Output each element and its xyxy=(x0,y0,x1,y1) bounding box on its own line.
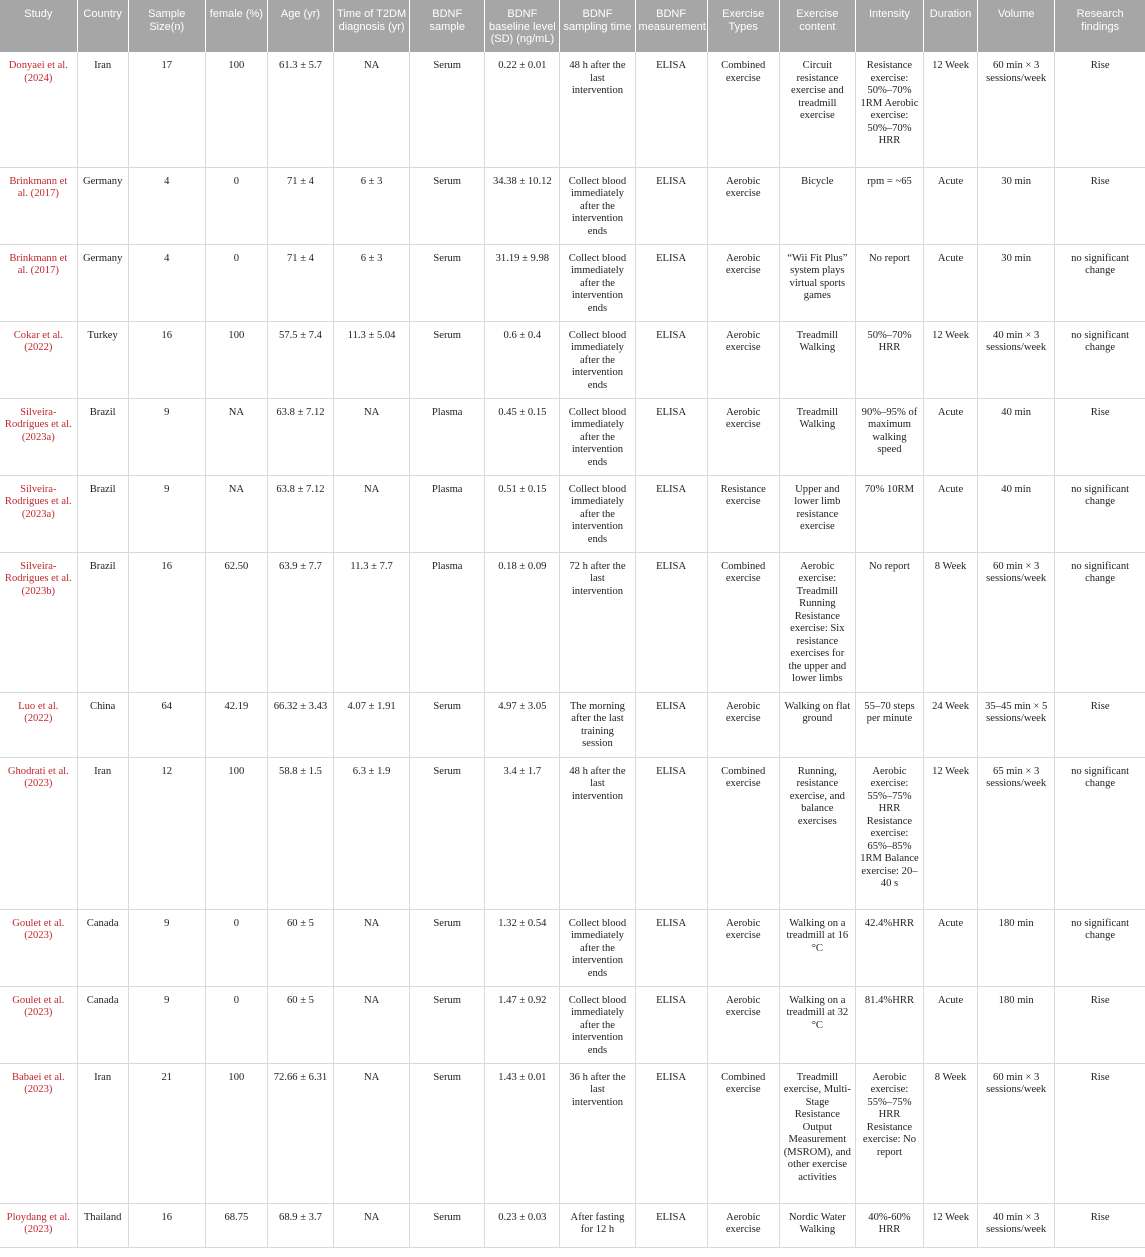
cell-bdnf-baseline: 1.43 ± 0.01 xyxy=(485,1063,560,1203)
cell-exercise-types: Aerobic exercise xyxy=(707,167,779,244)
cell-exercise-types: Combined exercise xyxy=(707,757,779,909)
cell-volume: 40 min × 3 sessions/week xyxy=(978,321,1055,398)
cell-exercise-types: Combined exercise xyxy=(707,1063,779,1203)
cell-country: Thailand xyxy=(77,1203,128,1247)
cell-t2dm-diagnosis: NA xyxy=(334,909,410,986)
cell-duration: 8 Week xyxy=(924,1063,978,1203)
cell-sample-size: 16 xyxy=(128,321,205,398)
cell-exercise-types: Aerobic exercise xyxy=(707,986,779,1063)
cell-exercise-types: Aerobic exercise xyxy=(707,1203,779,1247)
header-row xyxy=(0,0,1145,52)
cell-female: 0 xyxy=(205,244,267,321)
cell-t2dm-diagnosis: NA xyxy=(334,986,410,1063)
table-body xyxy=(0,52,1145,1247)
cell-bdnf-baseline: 1.47 ± 0.92 xyxy=(485,986,560,1063)
cell-bdnf-sample: Plasma xyxy=(410,398,485,475)
cell-country: Canada xyxy=(77,986,128,1063)
cell-exercise-types: Aerobic exercise xyxy=(707,244,779,321)
header-study: Study xyxy=(0,0,77,52)
cell-research-findings: no significant change xyxy=(1055,909,1145,986)
cell-age: 57.5 ± 7.4 xyxy=(267,321,333,398)
cell-study[interactable]: Silveira-Rodrigues et al. (2023a) xyxy=(0,398,77,475)
table-row xyxy=(0,244,1145,321)
cell-research-findings: Rise xyxy=(1055,167,1145,244)
cell-bdnf-measurement: ELISA xyxy=(635,475,707,552)
cell-intensity: 55–70 steps per minute xyxy=(855,692,923,757)
cell-sample-size: 21 xyxy=(128,1063,205,1203)
header-female: female (%) xyxy=(205,0,267,52)
cell-volume: 60 min × 3 sessions/week xyxy=(978,52,1055,167)
cell-bdnf-sampling-time: 72 h after the last intervention xyxy=(560,552,635,692)
cell-t2dm-diagnosis: NA xyxy=(334,52,410,167)
header-research-findings: Research findings xyxy=(1055,0,1145,52)
cell-duration: 24 Week xyxy=(924,692,978,757)
cell-bdnf-sample: Serum xyxy=(410,692,485,757)
table-row xyxy=(0,909,1145,986)
cell-research-findings: no significant change xyxy=(1055,475,1145,552)
table-row xyxy=(0,692,1145,757)
table-row xyxy=(0,757,1145,909)
cell-female: 42.19 xyxy=(205,692,267,757)
cell-female: 100 xyxy=(205,52,267,167)
cell-research-findings: no significant change xyxy=(1055,244,1145,321)
cell-duration: Acute xyxy=(924,475,978,552)
header-volume: Volume xyxy=(978,0,1055,52)
cell-study[interactable]: Silveira-Rodrigues et al. (2023b) xyxy=(0,552,77,692)
header-duration: Duration xyxy=(924,0,978,52)
cell-sample-size: 12 xyxy=(128,757,205,909)
cell-bdnf-measurement: ELISA xyxy=(635,692,707,757)
cell-bdnf-measurement: ELISA xyxy=(635,1063,707,1203)
cell-research-findings: Rise xyxy=(1055,692,1145,757)
cell-research-findings: no significant change xyxy=(1055,757,1145,909)
cell-bdnf-baseline: 0.23 ± 0.03 xyxy=(485,1203,560,1247)
cell-country: Brazil xyxy=(77,475,128,552)
cell-duration: 8 Week xyxy=(924,552,978,692)
cell-age: 66.32 ± 3.43 xyxy=(267,692,333,757)
cell-exercise-content: Treadmill Walking xyxy=(779,398,855,475)
cell-bdnf-sampling-time: 48 h after the last intervention xyxy=(560,757,635,909)
header-exercise-types: Exercise Types xyxy=(707,0,779,52)
cell-exercise-types: Aerobic exercise xyxy=(707,909,779,986)
cell-bdnf-measurement: ELISA xyxy=(635,1203,707,1247)
cell-bdnf-measurement: ELISA xyxy=(635,986,707,1063)
cell-study[interactable]: Brinkmann et al. (2017) xyxy=(0,167,77,244)
cell-country: Iran xyxy=(77,52,128,167)
cell-volume: 180 min xyxy=(978,986,1055,1063)
cell-research-findings: Rise xyxy=(1055,1203,1145,1247)
cell-country: Iran xyxy=(77,1063,128,1203)
cell-bdnf-sample: Plasma xyxy=(410,552,485,692)
cell-research-findings: no significant change xyxy=(1055,552,1145,692)
cell-female: NA xyxy=(205,398,267,475)
cell-exercise-types: Resistance exercise xyxy=(707,475,779,552)
cell-age: 71 ± 4 xyxy=(267,244,333,321)
header-country: Country xyxy=(77,0,128,52)
cell-female: 100 xyxy=(205,1063,267,1203)
table-row xyxy=(0,321,1145,398)
cell-bdnf-sample: Serum xyxy=(410,1063,485,1203)
cell-bdnf-baseline: 0.22 ± 0.01 xyxy=(485,52,560,167)
header-bdnf-sampling-time: BDNF sampling time xyxy=(560,0,635,52)
cell-exercise-types: Aerobic exercise xyxy=(707,692,779,757)
cell-bdnf-measurement: ELISA xyxy=(635,321,707,398)
cell-volume: 40 min xyxy=(978,398,1055,475)
cell-t2dm-diagnosis: 6 ± 3 xyxy=(334,244,410,321)
cell-bdnf-baseline: 0.6 ± 0.4 xyxy=(485,321,560,398)
cell-duration: 12 Week xyxy=(924,321,978,398)
cell-study[interactable]: Ploydang et al. (2023) xyxy=(0,1203,77,1247)
cell-intensity: 70% 10RM xyxy=(855,475,923,552)
cell-research-findings: no significant change xyxy=(1055,321,1145,398)
cell-t2dm-diagnosis: 11.3 ± 7.7 xyxy=(334,552,410,692)
cell-t2dm-diagnosis: 6.3 ± 1.9 xyxy=(334,757,410,909)
table-row xyxy=(0,1063,1145,1203)
cell-bdnf-sample: Serum xyxy=(410,757,485,909)
cell-age: 63.8 ± 7.12 xyxy=(267,475,333,552)
cell-age: 61.3 ± 5.7 xyxy=(267,52,333,167)
cell-sample-size: 4 xyxy=(128,244,205,321)
cell-volume: 40 min xyxy=(978,475,1055,552)
cell-exercise-types: Aerobic exercise xyxy=(707,321,779,398)
cell-research-findings: Rise xyxy=(1055,398,1145,475)
cell-bdnf-measurement: ELISA xyxy=(635,167,707,244)
table-row xyxy=(0,167,1145,244)
cell-sample-size: 9 xyxy=(128,398,205,475)
cell-sample-size: 4 xyxy=(128,167,205,244)
cell-bdnf-sample: Serum xyxy=(410,244,485,321)
cell-bdnf-sampling-time: The morning after the last training session xyxy=(560,692,635,757)
cell-bdnf-baseline: 4.97 ± 3.05 xyxy=(485,692,560,757)
cell-exercise-types: Combined exercise xyxy=(707,52,779,167)
cell-exercise-types: Aerobic exercise xyxy=(707,398,779,475)
header-bdnf-measurement: BDNF measurement xyxy=(635,0,707,52)
cell-bdnf-sampling-time: 48 h after the last intervention xyxy=(560,52,635,167)
cell-sample-size: 64 xyxy=(128,692,205,757)
cell-exercise-content: Upper and lower limb resistance exercise xyxy=(779,475,855,552)
cell-study[interactable]: Brinkmann et al. (2017) xyxy=(0,244,77,321)
cell-exercise-types: Combined exercise xyxy=(707,552,779,692)
cell-intensity: 40%-60% HRR xyxy=(855,1203,923,1247)
cell-bdnf-sample: Serum xyxy=(410,321,485,398)
cell-study[interactable]: Goulet et al. (2023) xyxy=(0,986,77,1063)
cell-research-findings: Rise xyxy=(1055,1063,1145,1203)
cell-country: China xyxy=(77,692,128,757)
cell-age: 58.8 ± 1.5 xyxy=(267,757,333,909)
cell-bdnf-sampling-time: Collect blood immediately after the intervention ends xyxy=(560,909,635,986)
cell-bdnf-sample: Serum xyxy=(410,1203,485,1247)
cell-duration: 12 Week xyxy=(924,52,978,167)
cell-country: Brazil xyxy=(77,398,128,475)
cell-study[interactable]: Luo et al. (2022) xyxy=(0,692,77,757)
cell-t2dm-diagnosis: NA xyxy=(334,1063,410,1203)
header-t2dm-diagnosis: Time of T2DM diagnosis (yr) xyxy=(334,0,410,52)
cell-bdnf-sampling-time: Collect blood immediately after the intervention ends xyxy=(560,167,635,244)
cell-volume: 35–45 min × 5 sessions/week xyxy=(978,692,1055,757)
cell-bdnf-sample: Serum xyxy=(410,986,485,1063)
header-exercise-content: Exercise content xyxy=(779,0,855,52)
cell-bdnf-sampling-time: Collect blood immediately after the intervention ends xyxy=(560,986,635,1063)
cell-age: 60 ± 5 xyxy=(267,909,333,986)
cell-age: 60 ± 5 xyxy=(267,986,333,1063)
cell-female: 0 xyxy=(205,909,267,986)
cell-country: Turkey xyxy=(77,321,128,398)
cell-exercise-content: Walking on a treadmill at 32 °C xyxy=(779,986,855,1063)
cell-duration: Acute xyxy=(924,167,978,244)
cell-intensity: No report xyxy=(855,244,923,321)
cell-bdnf-baseline: 31.19 ± 9.98 xyxy=(485,244,560,321)
cell-intensity: Aerobic exercise: 55%–75% HRR Resistance exercise: No report xyxy=(855,1063,923,1203)
cell-sample-size: 16 xyxy=(128,552,205,692)
cell-bdnf-baseline: 3.4 ± 1.7 xyxy=(485,757,560,909)
cell-bdnf-sample: Serum xyxy=(410,167,485,244)
table-row xyxy=(0,986,1145,1063)
table-row xyxy=(0,475,1145,552)
cell-volume: 65 min × 3 sessions/week xyxy=(978,757,1055,909)
cell-bdnf-sampling-time: Collect blood immediately after the intervention ends xyxy=(560,398,635,475)
cell-age: 68.9 ± 3.7 xyxy=(267,1203,333,1247)
cell-female: 100 xyxy=(205,757,267,909)
cell-bdnf-measurement: ELISA xyxy=(635,52,707,167)
cell-bdnf-sample: Serum xyxy=(410,909,485,986)
cell-country: Germany xyxy=(77,167,128,244)
cell-volume: 60 min × 3 sessions/week xyxy=(978,1063,1055,1203)
cell-bdnf-sampling-time: Collect blood immediately after the intervention ends xyxy=(560,475,635,552)
cell-exercise-content: Treadmill Walking xyxy=(779,321,855,398)
cell-research-findings: Rise xyxy=(1055,986,1145,1063)
cell-intensity: rpm = ~65 xyxy=(855,167,923,244)
header-bdnf-baseline: BDNF baseline level (SD) (ng/mL) xyxy=(485,0,560,52)
table-row xyxy=(0,552,1145,692)
cell-exercise-content: Walking on a treadmill at 16 °C xyxy=(779,909,855,986)
cell-duration: Acute xyxy=(924,398,978,475)
table-row xyxy=(0,1203,1145,1247)
cell-volume: 40 min × 3 sessions/week xyxy=(978,1203,1055,1247)
cell-bdnf-sampling-time: Collect blood immediately after the intervention ends xyxy=(560,244,635,321)
cell-research-findings: Rise xyxy=(1055,52,1145,167)
cell-female: 0 xyxy=(205,986,267,1063)
table-row xyxy=(0,398,1145,475)
cell-bdnf-measurement: ELISA xyxy=(635,398,707,475)
cell-t2dm-diagnosis: NA xyxy=(334,398,410,475)
cell-exercise-content: “Wii Fit Plus” system plays virtual sports games xyxy=(779,244,855,321)
cell-bdnf-baseline: 0.45 ± 0.15 xyxy=(485,398,560,475)
cell-t2dm-diagnosis: 6 ± 3 xyxy=(334,167,410,244)
cell-bdnf-measurement: ELISA xyxy=(635,244,707,321)
cell-volume: 180 min xyxy=(978,909,1055,986)
cell-duration: Acute xyxy=(924,986,978,1063)
cell-age: 63.8 ± 7.12 xyxy=(267,398,333,475)
cell-age: 72.66 ± 6.31 xyxy=(267,1063,333,1203)
cell-bdnf-sampling-time: 36 h after the last intervention xyxy=(560,1063,635,1203)
header-age: Age (yr) xyxy=(267,0,333,52)
cell-t2dm-diagnosis: NA xyxy=(334,475,410,552)
cell-bdnf-baseline: 1.32 ± 0.54 xyxy=(485,909,560,986)
cell-exercise-content: Bicycle xyxy=(779,167,855,244)
cell-duration: Acute xyxy=(924,244,978,321)
cell-country: Iran xyxy=(77,757,128,909)
cell-female: 0 xyxy=(205,167,267,244)
header-intensity: Intensity xyxy=(855,0,923,52)
cell-exercise-content: Treadmill exercise, Multi-Stage Resistance Output Measurement (MSROM), and other exercise activities xyxy=(779,1063,855,1203)
cell-intensity: 81.4%HRR xyxy=(855,986,923,1063)
cell-country: Canada xyxy=(77,909,128,986)
cell-volume: 60 min × 3 sessions/week xyxy=(978,552,1055,692)
cell-exercise-content: Circuit resistance exercise and treadmill exercise xyxy=(779,52,855,167)
cell-intensity: Resistance exercise: 50%–70% 1RM Aerobic exercise: 50%–70% HRR xyxy=(855,52,923,167)
cell-bdnf-baseline: 0.51 ± 0.15 xyxy=(485,475,560,552)
cell-exercise-content: Nordic Water Walking xyxy=(779,1203,855,1247)
cell-age: 63.9 ± 7.7 xyxy=(267,552,333,692)
cell-bdnf-measurement: ELISA xyxy=(635,909,707,986)
cell-female: 68.75 xyxy=(205,1203,267,1247)
cell-country: Brazil xyxy=(77,552,128,692)
cell-duration: 12 Week xyxy=(924,1203,978,1247)
cell-bdnf-sample: Serum xyxy=(410,52,485,167)
cell-female: 62.50 xyxy=(205,552,267,692)
cell-t2dm-diagnosis: NA xyxy=(334,1203,410,1247)
cell-age: 71 ± 4 xyxy=(267,167,333,244)
cell-study[interactable]: Donyaei et al. (2024) xyxy=(0,52,77,167)
cell-duration: 12 Week xyxy=(924,757,978,909)
header-bdnf-sample: BDNF sample xyxy=(410,0,485,52)
cell-bdnf-measurement: ELISA xyxy=(635,552,707,692)
cell-country: Germany xyxy=(77,244,128,321)
cell-exercise-content: Walking on flat ground xyxy=(779,692,855,757)
cell-bdnf-measurement: ELISA xyxy=(635,757,707,909)
header-sample-size: Sample Size(n) xyxy=(128,0,205,52)
cell-study[interactable]: Goulet et al. (2023) xyxy=(0,909,77,986)
cell-intensity: Aerobic exercise: 55%–75% HRR Resistance exercise: 65%–85% 1RM Balance exercise: 20–40 s xyxy=(855,757,923,909)
cell-intensity: 42.4%HRR xyxy=(855,909,923,986)
cell-intensity: 90%–95% of maximum walking speed xyxy=(855,398,923,475)
cell-female: NA xyxy=(205,475,267,552)
cell-bdnf-sampling-time: Collect blood immediately after the intervention ends xyxy=(560,321,635,398)
table-row xyxy=(0,52,1145,167)
cell-t2dm-diagnosis: 4.07 ± 1.91 xyxy=(334,692,410,757)
cell-study[interactable]: Cokar et al. (2022) xyxy=(0,321,77,398)
cell-sample-size: 9 xyxy=(128,909,205,986)
cell-volume: 30 min xyxy=(978,244,1055,321)
cell-bdnf-baseline: 34.38 ± 10.12 xyxy=(485,167,560,244)
cell-sample-size: 17 xyxy=(128,52,205,167)
cell-female: 100 xyxy=(205,321,267,398)
cell-study[interactable]: Silveira-Rodrigues et al. (2023a) xyxy=(0,475,77,552)
cell-intensity: No report xyxy=(855,552,923,692)
cell-sample-size: 16 xyxy=(128,1203,205,1247)
cell-t2dm-diagnosis: 11.3 ± 5.04 xyxy=(334,321,410,398)
cell-sample-size: 9 xyxy=(128,986,205,1063)
cell-volume: 30 min xyxy=(978,167,1055,244)
cell-sample-size: 9 xyxy=(128,475,205,552)
cell-exercise-content: Aerobic exercise: Treadmill Running Resistance exercise: Six resistance exercises for the upper and lower limbs xyxy=(779,552,855,692)
cell-study[interactable]: Ghodrati et al. (2023) xyxy=(0,757,77,909)
cell-study[interactable]: Babaei et al. (2023) xyxy=(0,1063,77,1203)
cell-bdnf-sample: Plasma xyxy=(410,475,485,552)
cell-exercise-content: Running, resistance exercise, and balance exercises xyxy=(779,757,855,909)
cell-bdnf-sampling-time: After fasting for 12 h xyxy=(560,1203,635,1247)
cell-intensity: 50%–70% HRR xyxy=(855,321,923,398)
cell-duration: Acute xyxy=(924,909,978,986)
cell-bdnf-baseline: 0.18 ± 0.09 xyxy=(485,552,560,692)
